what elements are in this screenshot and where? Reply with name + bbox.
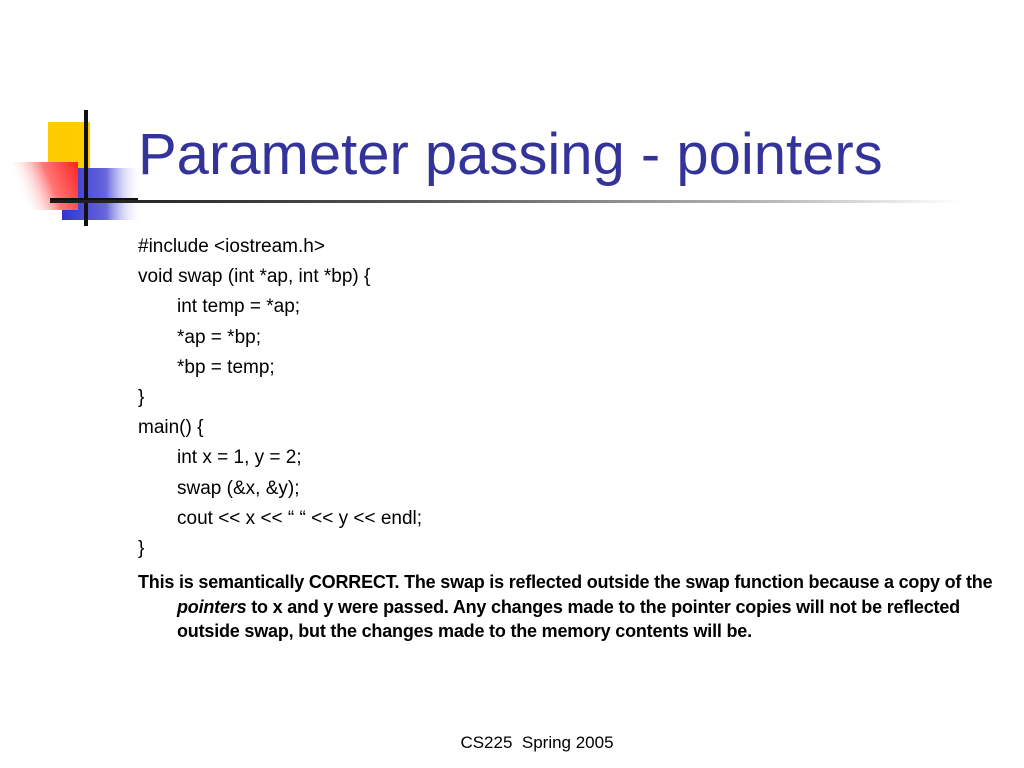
code-line: int temp = *ap; [177, 296, 301, 318]
code-line: #include <iostream.h> [138, 236, 325, 257]
code-line: main() { [138, 417, 204, 439]
code-line: *bp = temp; [177, 356, 275, 378]
code-line: *ap = *bp; [177, 326, 261, 348]
code-line: } [138, 537, 145, 559]
note-emphasis: pointers [177, 596, 247, 617]
explanation-note [138, 570, 1007, 644]
code-line: cout << x << “ “ << y << endl; [177, 507, 423, 529]
slide-footer: CS225 Spring 2005 [460, 733, 614, 752]
note-text-after: to x and y were passed. Any changes made to the pointer copies will not be reflected outside swap, but the changes made to the memory contents will be. [177, 596, 960, 642]
code-line: } [138, 386, 145, 408]
code-line: int x = 1, y = 2; [177, 447, 302, 469]
note-text-before: This is semantically CORRECT. The swap is reflected outside the swap function because a copy of the [138, 572, 993, 593]
slide-body [138, 232, 993, 644]
code-block [138, 232, 978, 564]
slide-title: Parameter passing - pointers [138, 122, 883, 187]
title-underline-divider [50, 200, 960, 203]
code-line: void swap (int *ap, int *bp) { [138, 266, 371, 288]
code-line: swap (&x, &y); [177, 477, 300, 499]
decorative-squares-logo [12, 108, 142, 228]
